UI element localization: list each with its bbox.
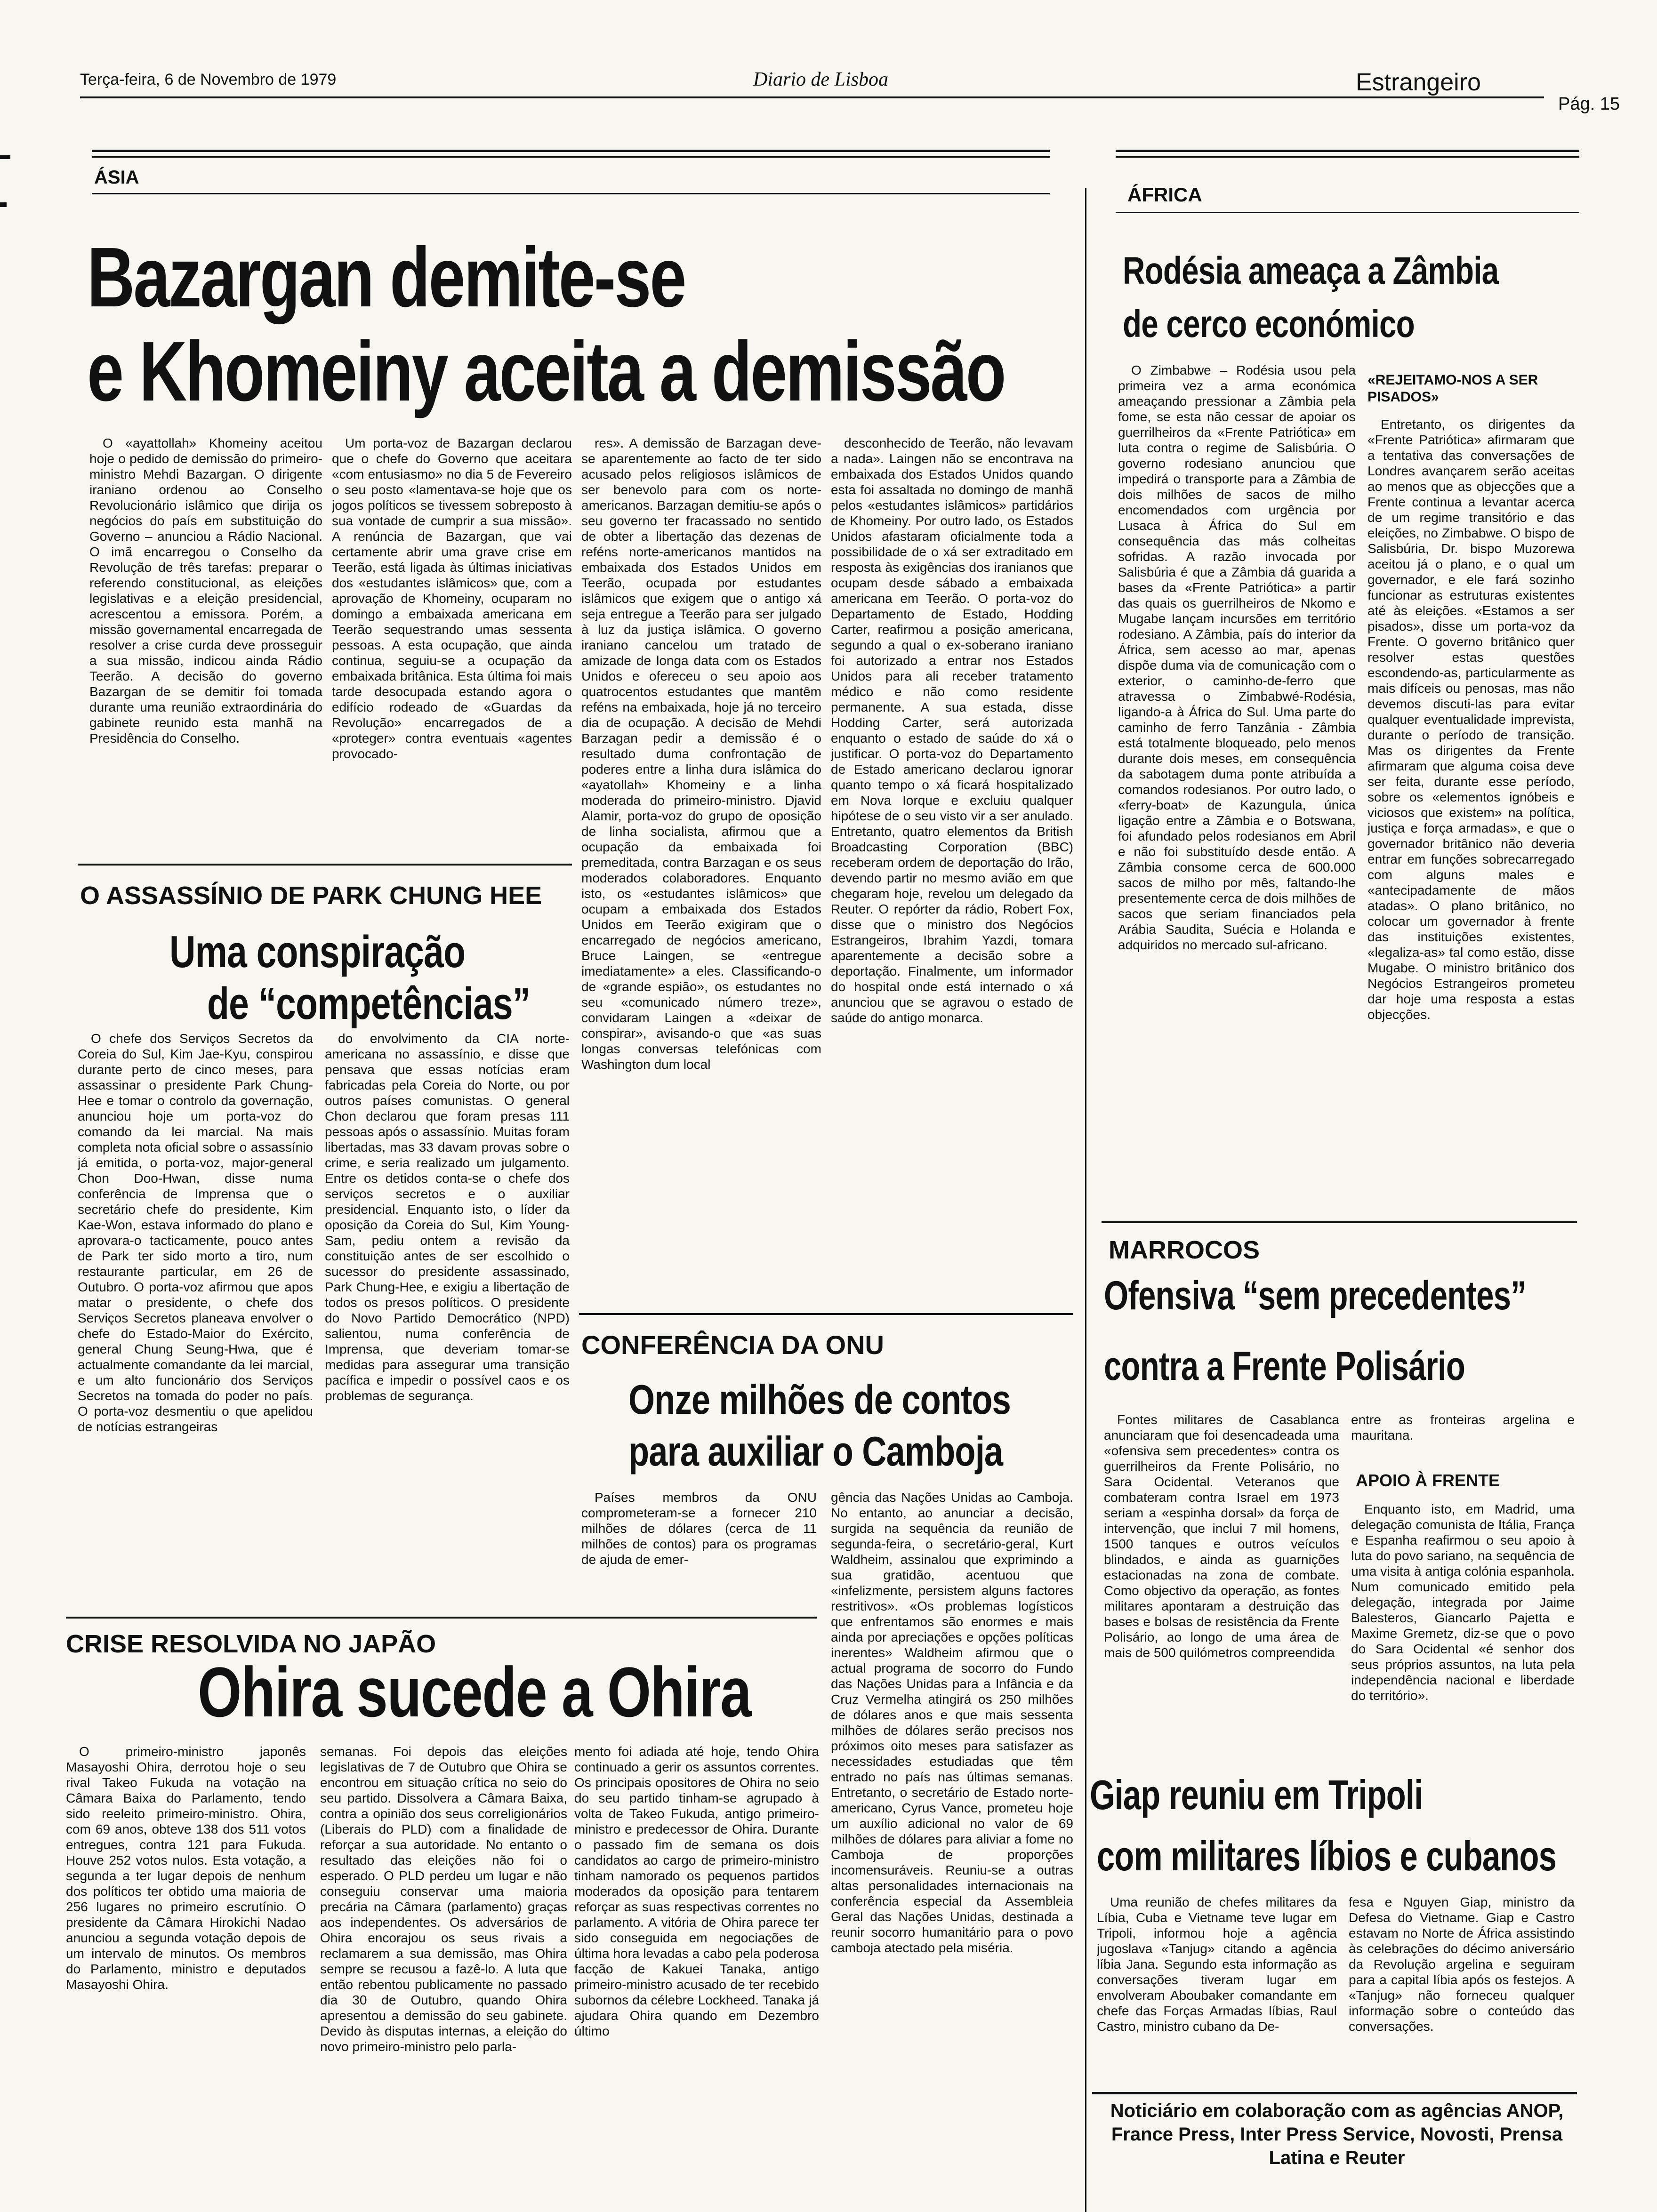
onu-col-1: Países membros da ONU comprometeram-se a fornecer 210 milhões de dólares (cerca de 11 milhões de contos) para os programas de ajuda de emer- [581, 1490, 817, 1567]
japao-top-rule [66, 1617, 817, 1619]
onu-headline-1: Onze milhões de contos [628, 1376, 1011, 1423]
asia-headline-1: Bazargan demite-se [87, 230, 685, 325]
giap-headline-2: com militares líbios e cubanos [1097, 1833, 1557, 1879]
column-divider [1085, 188, 1086, 2212]
page-number: Pág. 15 [1558, 94, 1620, 114]
header-date: Terça-feira, 6 de Novembro de 1979 [80, 71, 337, 88]
park-col-2: do envolvimento da CIA norte-americana no assassínio, e disse que pensava que essas notícias eram fabricadas pela Coreia do Norte, ou por outros países comunistas. O general Chon declarou que foram presas 111 pessoas após o assassínio. Muitas foram libertadas, mas 33 davam provas sobre o crime, e seria realizado um julgamento. Entre os detidos conta-se o chefe dos serviços secretos e o auxiliar presidencial. Enquanto isto, o líder da oposição da Coreia do Sul, Kim Young-Sam, pediu ontem a revisão da constituição antes de ser escolhido o sucessor do presidente assassinado, Park Chung-Hee, e exigiu a libertação de todos os presos políticos. O presidente do Novo Partido Democrático (NPD) salientou, numa conferência de Imprensa, que deveriam tomar-se medidas para assegurar uma transição pacífica e impedir o possível caos e os problemas de segurança. [325, 1031, 570, 1403]
marrocos-col-2b: Enquanto isto, em Madrid, uma delegação comunista de Itália, França e Espanha reafirmou o seu apoio à luta do povo sariano, na sequência de uma visita à antiga colónia espanhola. Num comunicado emitido pela delegação, integrada por Jaime Balesteros, Giancarlo Pajetta e Maxime Gremetz, diz-se que o povo do Sara Ocidental «é senhor dos seus próprios assuntos, na luta pela independência nacional e liberdade do território». [1351, 1502, 1575, 1703]
giap-col-1: Uma reunião de chefes militares da Líbia, Cuba e Vietname teve lugar em Tripoli, informou hoje a agência jugoslava «Tanjug» citando a agência líbia Jana. Segundo esta informação as conversações tiveram lugar em envolveram Aboubaker comandante em chefe das Forças Armadas líbias, Raul Castro, ministro cubano da De- [1097, 1895, 1337, 2034]
masthead: Diario de Lisboa [753, 69, 889, 90]
asia-label-rule [92, 193, 1050, 194]
onu-kicker: CONFERÊNCIA DA ONU [581, 1330, 884, 1360]
marrocos-kicker: MARROCOS [1109, 1236, 1260, 1264]
marrocos-headline-1: Ofensiva “sem precedentes” [1104, 1273, 1526, 1318]
africa-subhead: «REJEITAMO-NOS A SER PISADOS» [1367, 372, 1538, 405]
asia-col-3: res». A demissão de Barzagan deve-se aparentemente ao facto de ter sido acusado pelos religiosos islâmicos de ser benevolo para com os norte-americanos. Barzagan demitiu-se após o seu governo ter fracassado no sentido de obter a libertação das dezenas de reféns norte-americanos mantidos na embaixada dos Estados Unidos em Teerão, ocupada por estudantes islâmicos que exigem que o antigo xá seja entregue a Teerão para ser julgado à luz da justiça islâmica. O governo iraniano cancelou um tratado de amizade de longa data com os Estados Unidos e ofereceu o seu apoio aos quatrocentos estudantes que mantêm reféns na embaixada, hoje já no terceiro dia de ocupação. A decisão de Mehdi Barzagan pedir a demissão é o resultado duma confrontação de poderes entre a linha dura islâmica do «ayatollah» Khomeiny e a linha moderada do primeiro-ministro. Djavid Alamir, porta-voz do grupo de oposição de linha socialista, afirmou que a ocupação da embaixada foi premeditada, contra Barzagan e os seus moderados colaboradores. Enquanto isto, os «estudantes islâmicos» que ocupam a embaixada dos Estados Unidos em Teerão exigiram que o encarregado de negócios americano, Bruce Laingen, se «entregue imediatamente» a eles. Classificando-o de «grande espião», os estudantes no seu «comunicado número treze», convidaram Laingen a «deixar de conspirar», avisando-o que «as suas longas conversas telefónicas com Washington dum local [581, 436, 821, 1072]
marrocos-headline-2: contra a Frente Polisário [1104, 1344, 1465, 1389]
asia-section-label: ÁSIA [94, 167, 139, 188]
asia-col-2: Um porta-voz de Bazargan declarou que o chefe do Governo que aceitara «com entusiasmo» no dia 5 de Fevereiro o seu posto «lamentava-se hoje que os jogos políticos se tivessem sobreposto à sua vontade de cumprir a sua missão». A renúncia de Bazargan, que vai certamente abrir uma grave crise em Teerão, está ligada às últimas iniciativas dos «estudantes islâmicos» que, com a aprovação de Khomeiny, ocuparam no domingo a embaixada americana em Teerão sequestrando umas sessenta pessoas. A esta ocupação, que ainda continua, seguiu-se a ocupação da embaixada britânica. Esta última foi mais tarde desocupada estando agora o edifício rodeado de «Guardas da Revolução» encarregados de a «proteger» contra eventuais «agentes provocado- [332, 436, 572, 761]
africa-top-rule [1116, 150, 1579, 152]
africa-headline-2: de cerco económico [1123, 303, 1415, 345]
footer-agencies-note: Noticiário em colaboração com as agências ANOP, France Press, Inter Press Service, Novosti, Prensa Latina e Reuter [1110, 2100, 1564, 2168]
africa-col-2: Entretanto, os dirigentes da «Frente Patriótica» afirmaram que a tentativa das conversações de Londres avançarem serão aceitas ao menos que as objecções que a Frente continua a levantar acerca de um regime transitório e das eleições, no Zimbabwe. O bispo de Salisbúria, Dr. bispo Muzorewa aceitou já o plano, e o qual um governador, e ele fará sozinho funcionar as estruturas existentes até às eleições. «Estamos a ser pisados», disse um porta-voz da Frente. O governo britânico quer resolver estas questões escondendo-as, particularmente as mais difíceis ou penosas, mas não devemos discuti-las para evitar qualquer eventualidade imprevista, durante o período de transição. Mas os dirigentes da Frente afirmaram que alguma coisa deve ser feita, durante esse período, sobre os «elementos ignóbeis e viciosos que existem» na política, justiça e força armadas», e que o governador britânico não deveria entrar em funções sobrecarregado com alguns males e «antecipadamente de mãos atadas». O plano britânico, no colocar um governador à frente das instituições existentes, «legaliza-as» tal como estão, disse Mugabe. O ministro britânico dos Negócios Estrangeiros prometeu dar hoje uma resposta a estas objecções. [1367, 417, 1575, 1022]
giap-headline-1: Giap reuniu em Tripoli [1090, 1771, 1423, 1818]
page-edge-mark [0, 202, 7, 207]
japao-col-1: O primeiro-ministro japonês Masayoshi Ohira, derrotou hoje o seu rival Takeo Fukuda na votação na Câmara Baixa do Parlamento, tendo sido reeleito primeiro-ministro. Ohira, com 69 anos, obteve 138 dos 511 votos entregues, contra 121 para Fukuda. Houve 252 votos nulos. Esta votação, a segunda a ter lugar depois de nenhum dos políticos ter obtido uma maioria de 256 lugares no primeiro escrutínio. O presidente da Câmara Hirokichi Nadao anunciou a segunda votação depois de um intervalo de minutos. Os membros do Parlamento, ministro e deputados Masayoshi Ohira. [66, 1744, 306, 1992]
park-headline-1: Uma conspiração [169, 927, 466, 977]
park-headline-2: de “competências” [207, 978, 531, 1029]
japao-headline: Ohira sucede a Ohira [198, 1652, 751, 1731]
header-rule [80, 96, 1544, 98]
asia-top-rule [92, 150, 1050, 152]
marrocos-top-rule [1102, 1221, 1577, 1223]
africa-label-rule [1116, 212, 1579, 213]
africa-col-1: O Zimbabwe – Rodésia usou pela primeira vez a arma económica ameaçando pressionar a Zâmbia pela fome, se esta não cessar de apoiar os guerrilheiros da «Frente Patriótica» em luta contra o regime de Salisbúria. O governo rodesiano anunciou que impedirá o transporte para a Zâmbia de dois milhões de sacos de milho encomendados com urgência por Lusaca à África do Sul em consequência das más colheitas sofridas. A razão invocada por Salisbúria é que a Zâmbia dá guarida a bases da «Frente Patriótica» a partir das quais os guerrilheiros de Nkomo e Mugabe lançam incursões em território rodesiano. A Zâmbia, país do interior da África, sem acesso ao mar, apenas dispõe duma via de comunicação com o exterior, o caminho-de-ferro que atravessa o Zimbabwé-Rodésia, ligando-a à África do Sul. Uma parte do caminho de ferro Tanzânia - Zâmbia está totalmente bloqueado, pelo menos durante dois meses, em consequência da sabotagem duma ponte atribuída a comandos rodesianos. Por outro lado, o «ferry-boat» de Kazungula, única ligação entre a Zâmbia e o Botswana, foi afundado pelos rodesianos em Abril e não foi substituído desde então. A Zâmbia consome cerca de 600.000 sacos de milho por mês, faltando-lhe presentemente cerca de dois milhões de sacos que seriam financiados pela Arábia Saudita, Suécia e Holanda e adquiridos no mercado sul-africano. [1118, 363, 1356, 952]
marrocos-col-2a: entre as fronteiras argelina e mauritana. [1351, 1412, 1575, 1443]
japao-kicker: CRISE RESOLVIDA NO JAPÃO [66, 1630, 436, 1658]
marrocos-col-1: Fontes militares de Casablanca anunciaram que foi desencadeada uma «ofensiva sem precedentes» contra os guerrilheiros da Frente Polisário, no Sara Ocidental. Veteranos que combateram contra Israel em 1973 seriam a «espinha dorsal» da força de intervenção, que inclui 7 mil homens, 1500 tanques e outros veículos blindados, e ainda as guarnições estacionadas na zona de combate. Como objectivo da operação, as fontes militares apontaram a destruição das bases e bolsas de resistência da Frente Polisário, ao longo de uma área de mais de 500 quilómetros compreendida [1104, 1412, 1339, 1660]
marrocos-subhead: APOIO À FRENTE [1356, 1471, 1500, 1490]
africa-section-label: ÁFRICA [1127, 184, 1202, 206]
park-kicker: O ASSASSÍNIO DE PARK CHUNG HEE [80, 882, 542, 910]
asia-headline-2: e Khomeiny aceita a demissão [87, 324, 1005, 419]
page-edge-mark [0, 155, 10, 159]
park-col-1: O chefe dos Serviços Secretos da Coreia do Sul, Kim Jae-Kyu, conspirou durante perto de cinco meses, para assassinar o presidente Park Chung-Hee e tomar o controlo da governação, anunciou hoje um porta-voz do comando da lei marcial. Na mais completa nota oficial sobre o assassínio já emitida, o porta-voz, major-general Chon Doo-Hwan, disse numa conferência de Imprensa que o secretário chefe do presidente, Kim Kae-Won, estava informado do plano e aprovara-o tacticamente, pouco antes de Park ter sido morto a tiro, num restaurante particular, em 26 de Outubro. O porta-voz afirmou que apos matar o presidente, o chefe dos Serviços Secretos planeava envolver o chefe do Estado-Maior do Exército, general Chung Seung-Hwa, que é actualmente comandante da lei marcial, e um alto funcionário dos Serviços Secretos na tomada do poder no país. O porta-voz desmentiu o que apelidou de notícias estrangeiras [78, 1031, 313, 1434]
asia-top-rule-2 [92, 156, 1050, 158]
africa-top-rule-2 [1116, 156, 1579, 158]
park-top-rule [78, 864, 572, 866]
asia-col-4: desconhecido de Teerão, não levavam a nada». Laingen não se encontrava na embaixada dos Estados Unidos quando esta foi assaltada no domingo de manhã pelos «estudantes islâmicos» partidários de Khomeiny. Por outro lado, os Estados Unidos afastaram oficialmente toda a possibilidade de o xá ser extraditado em resposta às exigências dos iranianos que ocupam desde sábado a embaixada americana em Teerão. O porta-voz do Departamento de Estado, Hodding Carter, reafirmou a posição americana, segundo a qual o ex-soberano iraniano foi autorizado a entrar nos Estados Unidos para ali receber tratamento médico e não como residente permanente. A sua estada, disse Hodding Carter, será autorizada enquanto o estado de saúde do xá o justificar. O porta-voz do Departamento de Estado americano declarou ignorar quanto tempo o xá ficará hospitalizado em Nova Iorque e excluiu qualquer hipótese de o seu visto vir a ser anulado. Entretanto, quatro elementos da British Broadcasting Corporation (BBC) receberam ordem de deportação do Irão, devendo partir no mesmo avião em que chegaram hoje, revelou um delegado da Reuter. O repórter da rádio, Robert Fox, disse que o ministro dos Negócios Estrangeiros, Ibrahim Yazdi, tomara aparentemente a decisão sobre a deportação. Finalmente, um informador do hospital onde está internado o xá anunciou que se agravou o estado de saúde do antigo monarca. [831, 436, 1073, 1025]
japao-col-2: semanas. Foi depois das eleições legislativas de 7 de Outubro que Ohira se encontrou em situação crítica no seio do seu partido. Dissolvera a Câmara Baixa, contra a opinião dos seus correligionários (Liberais do PLD) com a finalidade de reforçar a sua autoridade. No entanto o resultado das eleições não foi o esperado. O PLD perdeu um lugar e não conseguiu conservar uma maioria precária na Câmara (parlamento) graças aos independentes. Os adversários de Ohira encorajou os seus rivais a reclamarem a sua demissão, mas Ohira sempre se recusou a fazê-lo. A luta que então rebentou publicamente no passado dia 30 de Outubro, quando Ohira apresentou a demissão do seu gabinete. Devido às disputas internas, a eleição do novo primeiro-ministro pelo parla- [320, 1744, 567, 2054]
asia-col-1: O «ayattollah» Khomeiny aceitou hoje o pedido de demissão do primeiro-ministro Mehdi Bazargan. O dirigente iraniano ordenou ao Conselho Revolucionário islâmico que dirija os negócios do país em substituição do Governo – anunciou a Rádio Nacional. O imã encarregou o Conselho da Revolução de três tarefas: preparar o referendo constitucional, as eleições legislativas e a eleição presidencial, acrescentou a emissora. Porém, a missão governamental encarregada de resolver a crise curda deve prosseguir a sua missão, indicou ainda Rádio Teerão. A decisão do governo Bazargan de se demitir foi tomada durante uma reunião extraordinária do gabinete reunido esta manhã na Presidência do Conselho. [89, 436, 322, 745]
giap-col-2: fesa e Nguyen Giap, ministro da Defesa do Vietname. Giap e Castro estavam no Norte de África assistindo às celebrações do décimo aniversário da Revolução argelina e seguiram para a capital líbia após os festejos. A «Tanjug» não forneceu qualquer informação sobre o conteúdo das conversações. [1349, 1895, 1575, 2034]
japao-col-3: mento foi adiada até hoje, tendo Ohira continuado a gerir os assuntos correntes. Os principais opositores de Ohira no seio do seu partido tinham-se agrupado à volta de Takeo Fukuda, antigo primeiro-ministro e predecessor de Ohira. Durante o passado fim de semana os dois candidatos ao cargo de primeiro-ministro tinham namorado os pequenos partidos moderados da oposição para tentarem reforçar as suas respectivas correntes no parlamento. A vitória de Ohira parece ter sido conseguida em negociações de última hora levadas a cabo pela poderosa facção de Kakuei Tanaka, antigo primeiro-ministro acusado de ter recebido subornos da célebre Lockheed. Tanaka já ajudara Ohira quando em Dezembro último [574, 1744, 819, 2038]
footer-note-rule [1092, 2092, 1577, 2094]
onu-top-rule [579, 1313, 1073, 1315]
section-name: Estrangeiro [1356, 69, 1481, 96]
onu-col-2: gência das Nações Unidas ao Camboja. No entanto, ao anunciar a decisão, surgida na sequência da reunião de segunda-feira, o secretário-geral, Kurt Waldheim, assinalou que exprimindo a sua gratidão, acentuou que «infelizmente, persistem alguns factores restritivos». «Os problemas logísticos que enfrentamos são enormes e mais ainda por apreciações e opções políticas inerentes» Waldheim afirmou que o actual programa de socorro do Fundo das Nações Unidas para a Infância e da Cruz Vermelha atingirá os 250 milhões de dólares anos e que mais sessenta milhões de dólares serão precisos nos próximos oito meses para satisfazer as necessidades estudiadas que têm entrado no país nas últimas semanas. Entretanto, o secretário de Estado norte-americano, Cyrus Vance, prometeu hoje um auxílio adicional no valor de 69 milhões de dólares para aliviar a fome no Camboja de proporções incomensuráveis. Reuniu-se a outras altas personalidades internacionais na conferência especial da Assembleia Geral das Nações Unidas, destinada a reunir socorro humanitário para o povo camboja atectado pela miséria. [831, 1490, 1073, 1955]
africa-headline-1: Rodésia ameaça a Zâmbia [1123, 249, 1499, 292]
onu-headline-2: para auxiliar o Camboja [628, 1428, 1003, 1475]
